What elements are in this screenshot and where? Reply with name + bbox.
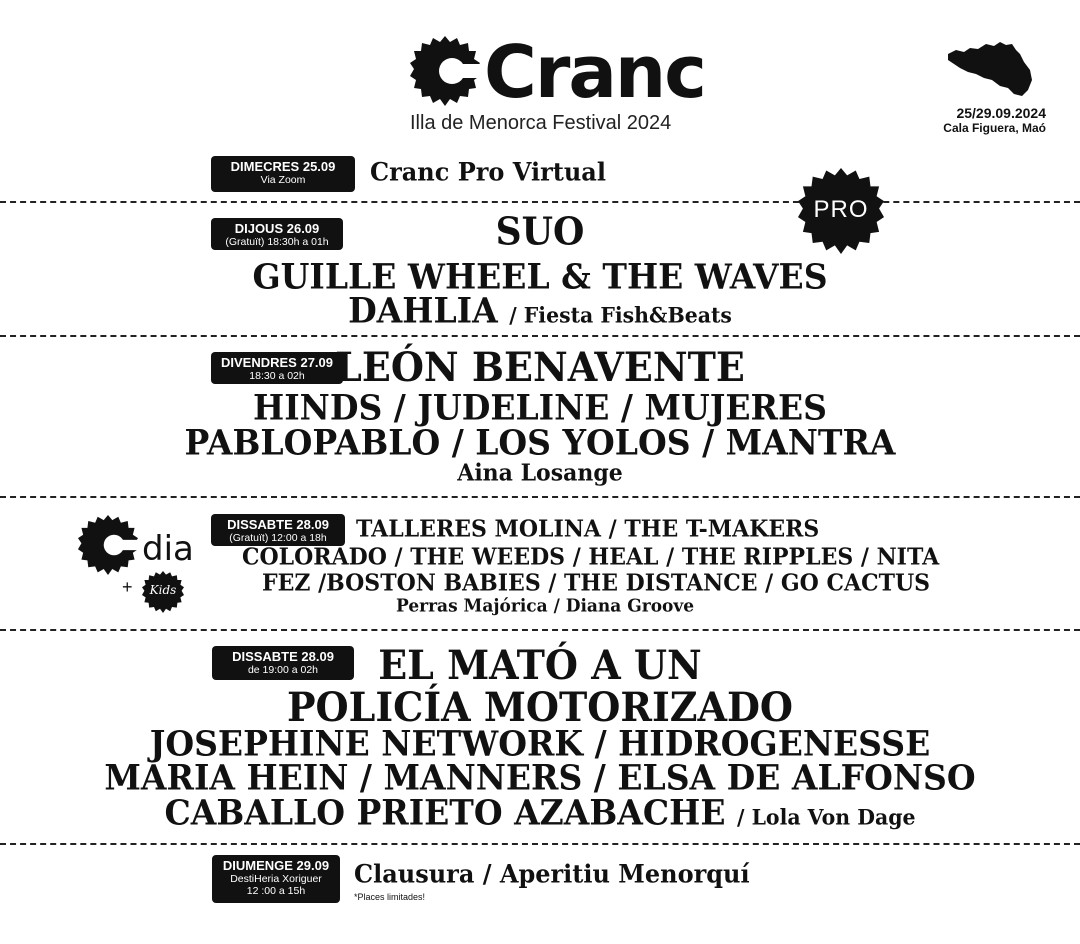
festival-dates (900, 106, 1046, 136)
cdia-kids-logo (78, 515, 208, 615)
badge-sub-time: 12 :00 a 15h (246, 885, 306, 897)
festival-subtitle: Illa de Menorca Festival 2024 (410, 112, 672, 134)
closing-sub: / Aperitiu Menorquí (482, 858, 750, 889)
divider (0, 201, 1080, 203)
cdia-seal-icon (78, 515, 138, 575)
artist-secondary: / Lola Von Dage (736, 804, 916, 830)
kids-label: Kids (149, 583, 177, 597)
festival-location: Cala Figuera, Maó (943, 121, 1046, 135)
artist-line: EL MATÓ A UN (378, 640, 702, 689)
badge-day: DIJOUS 26.09 (234, 221, 320, 236)
logo-wordmark: Cranc (484, 30, 705, 114)
artist-line (0, 791, 1080, 834)
artist-line: Perras Majórica / Diana Groove (396, 595, 695, 617)
artist-line: Cranc Pro Virtual (370, 156, 606, 187)
badge-sub-venue: DestiHeria Xoriguer (230, 873, 322, 885)
cdia-word: dia (142, 529, 194, 569)
artist-line: FEZ /BOSTON BABIES / THE DISTANCE / GO CACTUS (262, 569, 931, 597)
badge-sub: de 19:00 a 02h (247, 664, 319, 676)
artist-line: PABLOPABLO / LOS YOLOS / MANTRA (184, 421, 896, 464)
menorca-map-icon (946, 40, 1032, 98)
day-badge-sat-day (211, 514, 345, 546)
artist-line: HINDS / JUDELINE / MUJERES (253, 386, 827, 429)
artist-line: GUILLE WHEEL & THE WAVES (252, 255, 828, 298)
day-badge-wed (211, 156, 355, 192)
logo-seal-icon (410, 36, 480, 106)
badge-sub: (Gratuït) 18:30h a 01h (225, 236, 329, 248)
badge-day: DISSABTE 28.09 (232, 649, 334, 664)
divider (0, 843, 1080, 845)
artist-headliner: CABALLO PRIETO AZABACHE (164, 791, 726, 834)
badge-sub: Via Zoom (260, 174, 306, 186)
pro-badge-label: PRO (813, 196, 869, 223)
artist-line: TALLERES MOLINA / THE T-MAKERS (356, 515, 820, 543)
divider (0, 335, 1080, 337)
artist-secondary: / Fiesta Fish&Beats (509, 302, 732, 328)
artist-line (354, 858, 750, 889)
places-note: *Places limitades! (354, 892, 426, 902)
divider (0, 629, 1080, 631)
artist-line: MARIA HEIN / MANNERS / ELSA DE ALFONSO (104, 756, 976, 799)
artist-line: SUO (495, 209, 585, 255)
plus-sign: + (122, 577, 133, 597)
badge-day: DIUMENGE 29.09 (222, 858, 330, 873)
badge-day: DIMECRES 25.09 (230, 159, 336, 174)
kids-badge (142, 571, 184, 613)
closing-event: Clausura (354, 858, 475, 889)
badge-sub: (Gratuït) 12:00 a 18h (229, 532, 327, 544)
artist-line: POLICÍA MOTORIZADO (286, 682, 794, 731)
artist-line: COLORADO / THE WEEDS / HEAL / THE RIPPLES / NITA (242, 543, 940, 571)
artist-headliner: DAHLIA (348, 289, 498, 332)
day-badge-sun (212, 855, 340, 903)
artist-line (0, 289, 1080, 332)
artist-line: LEÓN BENAVENTE (335, 342, 745, 391)
artist-line: Aina Losange (457, 459, 623, 487)
divider (0, 496, 1080, 498)
festival-date-range: 25/29.09.2024 (956, 105, 1046, 121)
artist-line: JOSEPHINE NETWORK / HIDROGENESSE (149, 722, 931, 765)
badge-day: DISSABTE 28.09 (227, 517, 329, 532)
badge-day: DIVENDRES 27.09 (221, 355, 333, 370)
festival-logo (408, 30, 705, 114)
badge-sub: 18:30 a 02h (249, 370, 305, 382)
